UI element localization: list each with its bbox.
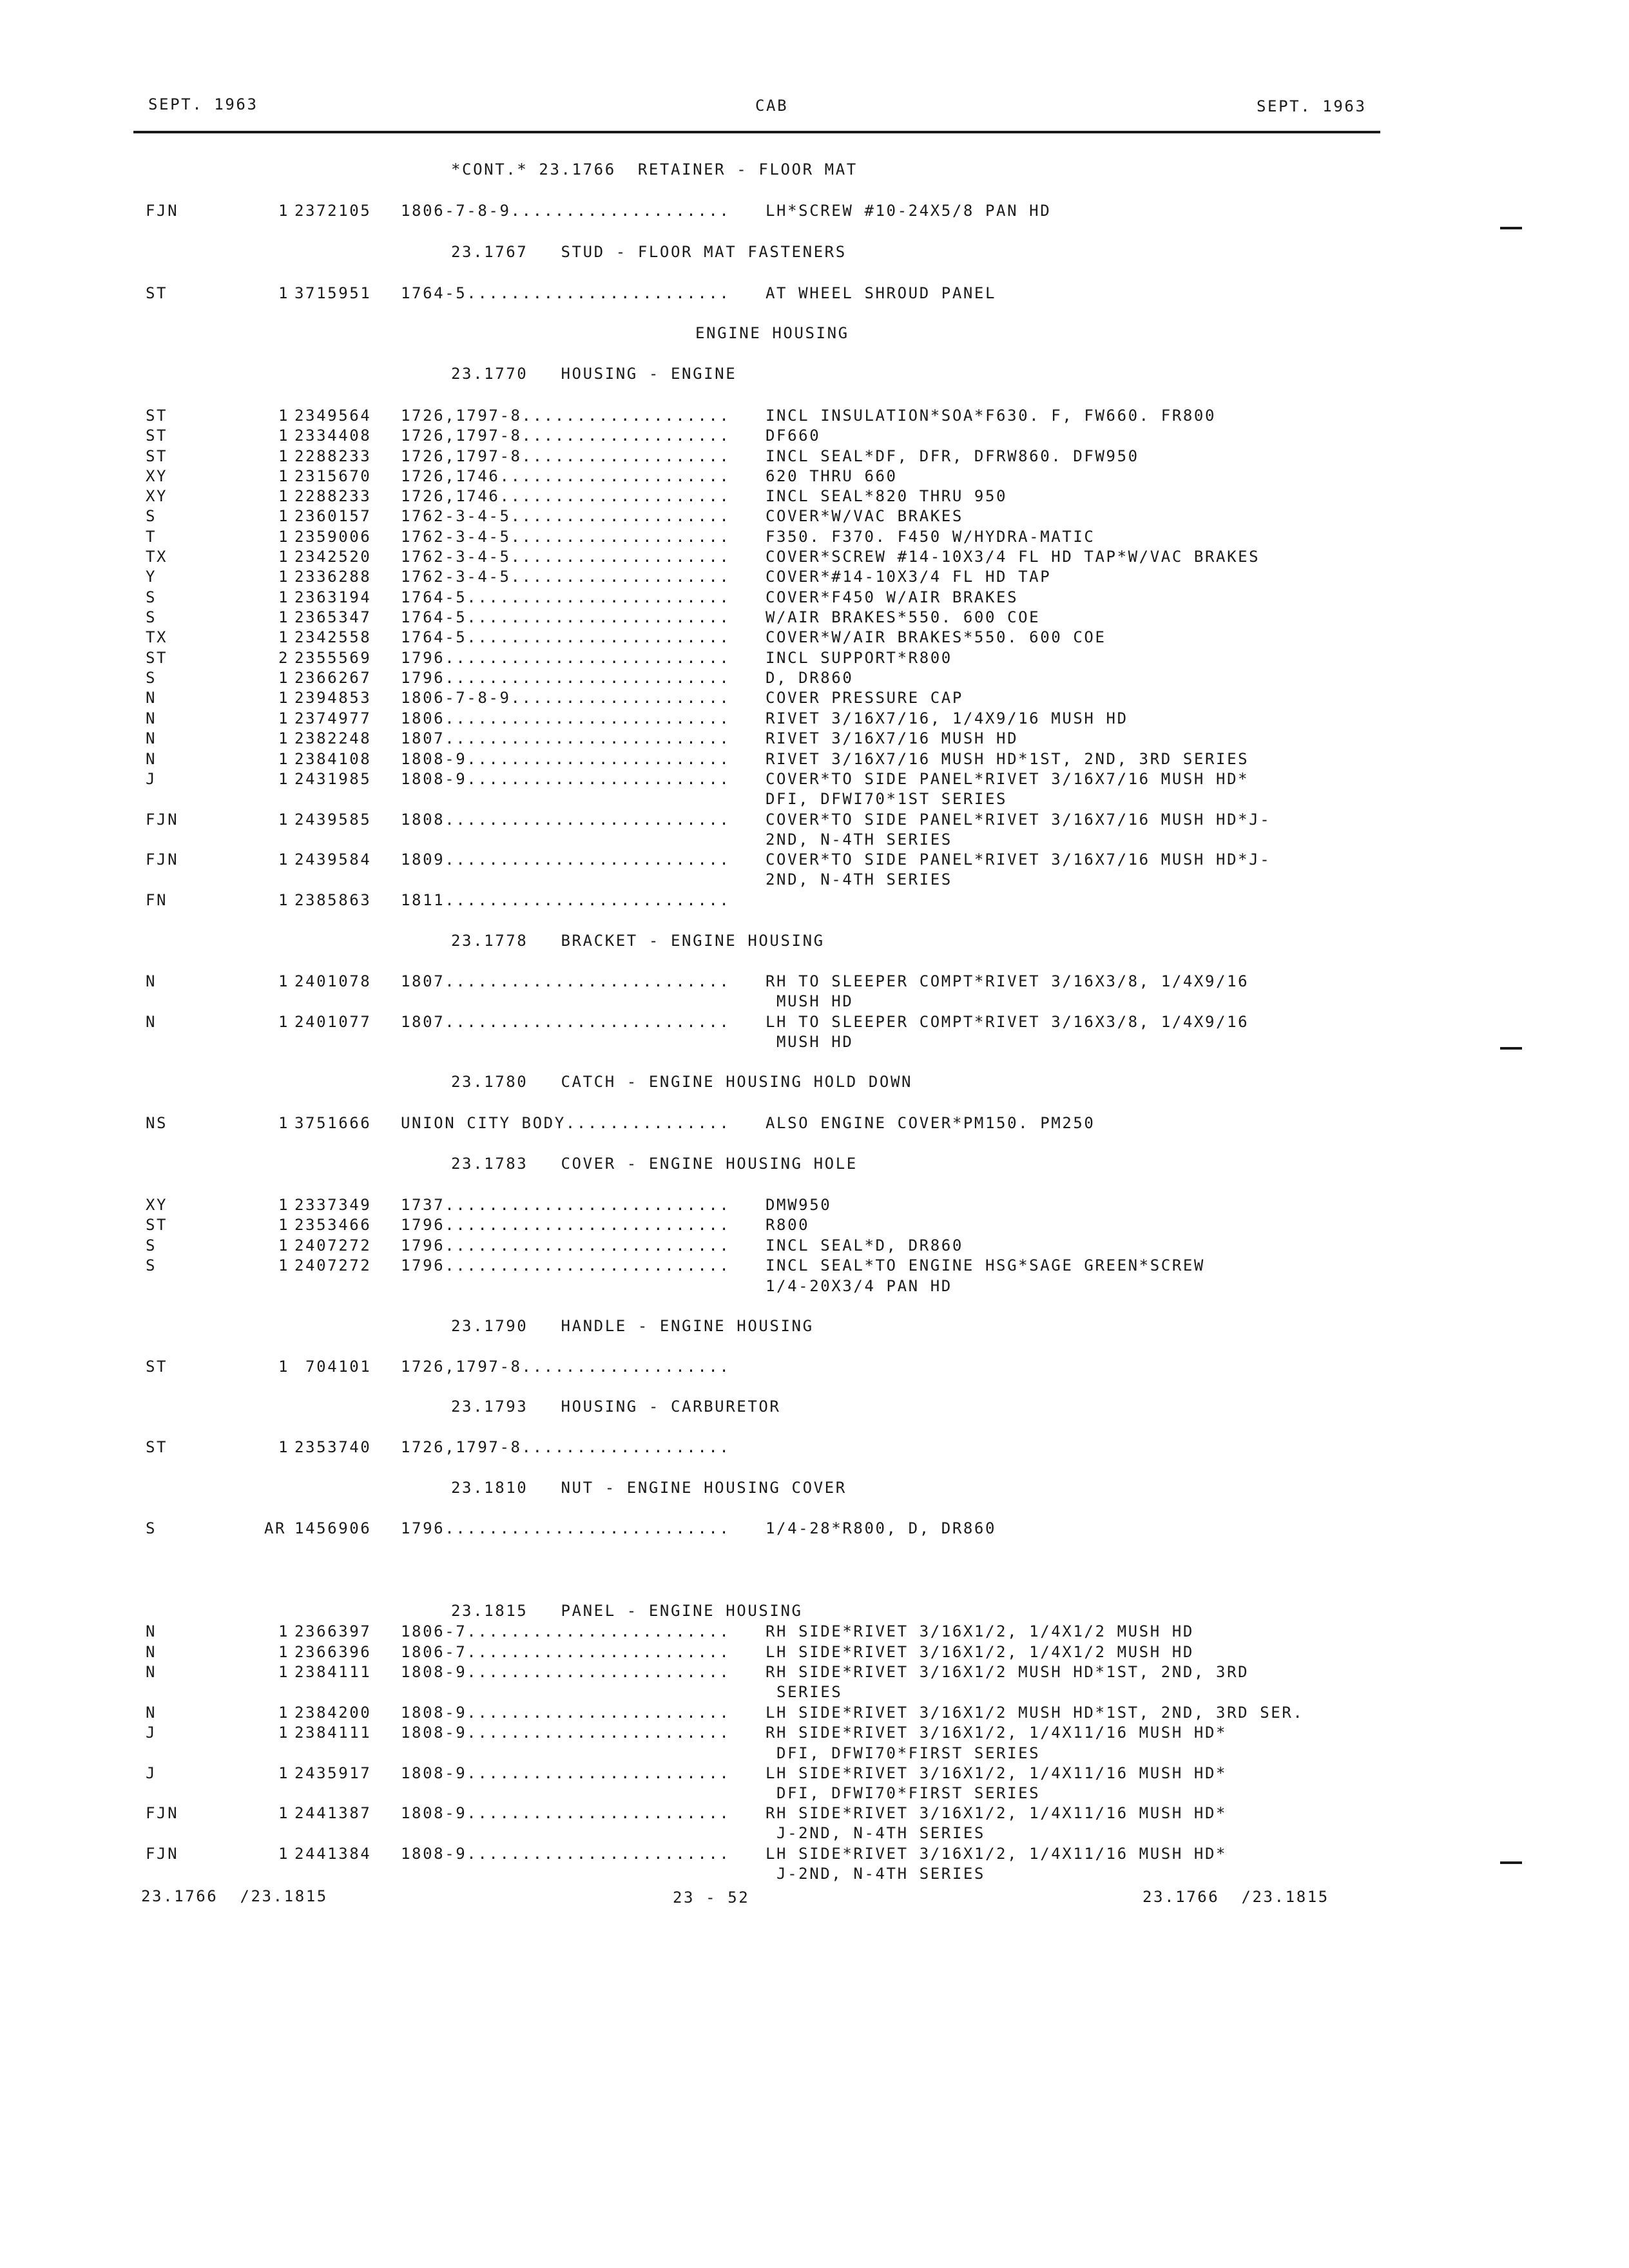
part-number: 2353466: [294, 1216, 372, 1234]
model-code: N: [146, 689, 157, 707]
quantity: 1: [278, 548, 290, 566]
group-heading: 23.1778 BRACKET - ENGINE HOUSING: [451, 932, 825, 950]
reference-leader: 1726,1797-8...................: [401, 427, 731, 445]
reference-leader: 1808-9........................: [401, 1804, 731, 1822]
model-code: ST: [146, 1438, 168, 1456]
quantity: 1: [278, 689, 290, 707]
reference-leader: 1796..........................: [401, 1236, 731, 1254]
part-number: 2372105: [294, 202, 372, 220]
part-number: 2401078: [294, 972, 372, 990]
part-description: COVER*TO SIDE PANEL*RIVET 3/16X7/16 MUSH HD*J-: [766, 811, 1271, 829]
part-number: 2342558: [294, 628, 372, 646]
part-description: 1/4-28*R800, D, DR860: [766, 1519, 997, 1537]
part-number: 2441384: [294, 1845, 372, 1863]
model-code: N: [146, 1643, 157, 1661]
group-heading: 23.1790 HANDLE - ENGINE HOUSING: [451, 1317, 814, 1335]
part-number: 704101: [294, 1358, 372, 1376]
group-heading: 23.1793 HOUSING - CARBURETOR: [451, 1398, 781, 1416]
part-number: 2382248: [294, 729, 372, 747]
model-code: S: [146, 588, 157, 606]
model-code: N: [146, 709, 157, 727]
model-code: ST: [146, 407, 168, 425]
reference-leader: 1762-3-4-5....................: [401, 548, 731, 566]
quantity: 1: [278, 811, 290, 829]
part-number: 2384108: [294, 750, 372, 768]
reference-leader: 1726,1797-8...................: [401, 447, 731, 465]
reference-leader: 1726,1797-8...................: [401, 407, 731, 425]
part-number: 2315670: [294, 467, 372, 485]
quantity: 1: [278, 1845, 290, 1863]
reference-leader: 1796..........................: [401, 669, 731, 687]
group-heading: 23.1780 CATCH - ENGINE HOUSING HOLD DOWN: [451, 1073, 913, 1091]
model-code: XY: [146, 1196, 168, 1214]
part-description: RIVET 3/16X7/16, 1/4X9/16 MUSH HD: [766, 709, 1128, 727]
model-code: FJN: [146, 1804, 179, 1822]
part-number: 2431985: [294, 770, 372, 788]
quantity: 1: [278, 1216, 290, 1234]
quantity: 1: [278, 284, 290, 302]
part-description: COVER*W/VAC BRAKES: [766, 507, 963, 525]
model-code: T: [146, 528, 157, 546]
model-code: N: [146, 972, 157, 990]
reference-leader: 1807..........................: [401, 1013, 731, 1031]
part-number: 2439585: [294, 811, 372, 829]
part-description: LH SIDE*RIVET 3/16X1/2, 1/4X11/16 MUSH HD*: [766, 1764, 1228, 1782]
part-number: 2407272: [294, 1236, 372, 1254]
model-code: ST: [146, 427, 168, 445]
quantity: 1: [278, 1704, 290, 1722]
model-code: ST: [146, 284, 168, 302]
reference-leader: 1806-7........................: [401, 1622, 731, 1640]
part-description: COVER*SCREW #14-10X3/4 FL HD TAP*W/VAC BRAKES: [766, 548, 1260, 566]
reference-leader: 1806-7........................: [401, 1643, 731, 1661]
quantity: 1: [278, 669, 290, 687]
part-description: INCL SEAL*TO ENGINE HSG*SAGE GREEN*SCREW: [766, 1256, 1205, 1274]
part-description-continued: MUSH HD: [766, 1033, 854, 1051]
footer-page-number: 23 - 52: [673, 1888, 750, 1907]
quantity: 1: [278, 1114, 290, 1132]
part-number: 2401077: [294, 1013, 372, 1031]
part-number: 2337349: [294, 1196, 372, 1214]
part-description-continued: J-2ND, N-4TH SERIES: [766, 1865, 985, 1883]
reference-leader: 1808..........................: [401, 811, 731, 829]
model-code: FJN: [146, 1845, 179, 1863]
part-description-continued: MUSH HD: [766, 992, 854, 1010]
group-heading: 23.1815 PANEL - ENGINE HOUSING: [451, 1602, 803, 1620]
part-description: LH TO SLEEPER COMPT*RIVET 3/16X3/8, 1/4X9/16: [766, 1013, 1249, 1031]
reference-leader: 1726,1797-8...................: [401, 1358, 731, 1376]
reference-leader: 1808-9........................: [401, 1845, 731, 1863]
part-description: DMW950: [766, 1196, 832, 1214]
quantity: 1: [278, 447, 290, 465]
reference-leader: 1796..........................: [401, 1256, 731, 1274]
reference-leader: 1811..........................: [401, 891, 731, 909]
part-number: 2349564: [294, 407, 372, 425]
part-number: 2384111: [294, 1663, 372, 1681]
part-description: INCL INSULATION*SOA*F630. F, FW660. FR800: [766, 407, 1217, 425]
quantity: 1: [278, 1764, 290, 1782]
part-description: COVER PRESSURE CAP: [766, 689, 963, 707]
reference-leader: 1807..........................: [401, 972, 731, 990]
reference-leader: 1808-9........................: [401, 750, 731, 768]
part-description: AT WHEEL SHROUD PANEL: [766, 284, 997, 302]
part-number: 2359006: [294, 528, 372, 546]
quantity: 2: [278, 649, 290, 667]
reference-leader: 1764-5........................: [401, 608, 731, 626]
reference-leader: 1737..........................: [401, 1196, 731, 1214]
part-description-continued: J-2ND, N-4TH SERIES: [766, 1824, 985, 1842]
quantity: 1: [278, 1438, 290, 1456]
reference-leader: 1808-9........................: [401, 1663, 731, 1681]
model-code: ST: [146, 649, 168, 667]
part-description-continued: 2ND, N-4TH SERIES: [766, 831, 952, 849]
reference-leader: 1726,1746.....................: [401, 487, 731, 505]
model-code: S: [146, 1519, 157, 1537]
part-description: RIVET 3/16X7/16 MUSH HD*1ST, 2ND, 3RD SERIES: [766, 750, 1249, 768]
reference-leader: 1762-3-4-5....................: [401, 528, 731, 546]
part-number: 1456906: [294, 1519, 372, 1537]
part-description: LH SIDE*RIVET 3/16X1/2, 1/4X11/16 MUSH HD*: [766, 1845, 1228, 1863]
part-description: LH SIDE*RIVET 3/16X1/2, 1/4X1/2 MUSH HD: [766, 1643, 1194, 1661]
part-description: 620 THRU 660: [766, 467, 898, 485]
model-code: S: [146, 669, 157, 687]
reference-leader: 1808-9........................: [401, 770, 731, 788]
model-code: S: [146, 507, 157, 525]
part-number: 2363194: [294, 588, 372, 606]
quantity: 1: [278, 427, 290, 445]
reference-leader: 1806-7-8-9....................: [401, 202, 731, 220]
part-description: DF660: [766, 427, 821, 445]
quantity: 1: [278, 850, 290, 869]
model-code: FN: [146, 891, 168, 909]
model-code: NS: [146, 1114, 168, 1132]
part-number: 2439584: [294, 850, 372, 869]
part-description: INCL SUPPORT*R800: [766, 649, 952, 667]
reference-leader: 1796..........................: [401, 1519, 731, 1537]
quantity: AR: [264, 1519, 287, 1537]
reference-leader: 1796..........................: [401, 1216, 731, 1234]
part-description-continued: SERIES: [766, 1683, 843, 1701]
footer-range-right: 23.1766 /23.1815: [1142, 1888, 1329, 1906]
model-code: N: [146, 1663, 157, 1681]
part-description: RH SIDE*RIVET 3/16X1/2, 1/4X11/16 MUSH HD*: [766, 1804, 1228, 1822]
reference-leader: 1796..........................: [401, 649, 731, 667]
part-description: LH*SCREW #10-24X5/8 PAN HD: [766, 202, 1052, 220]
model-code: J: [146, 1764, 157, 1782]
reference-leader: 1764-5........................: [401, 284, 731, 302]
group-heading: *CONT.* 23.1766 RETAINER - FLOOR MAT: [451, 160, 858, 178]
quantity: 1: [278, 588, 290, 606]
model-code: N: [146, 729, 157, 747]
reference-leader: UNION CITY BODY...............: [401, 1114, 731, 1132]
part-number: 2366396: [294, 1643, 372, 1661]
part-number: 2353740: [294, 1438, 372, 1456]
margin-tick: [1500, 1047, 1522, 1050]
reference-leader: 1808-9........................: [401, 1724, 731, 1742]
part-description-continued: DFI, DFWI70*1ST SERIES: [766, 790, 1008, 808]
part-number: 2435917: [294, 1764, 372, 1782]
reference-leader: 1806-7-8-9....................: [401, 689, 731, 707]
model-code: ST: [146, 447, 168, 465]
model-code: XY: [146, 467, 168, 485]
quantity: 1: [278, 1256, 290, 1274]
header-date-right: SEPT. 1963: [1257, 97, 1367, 115]
model-code: FJN: [146, 811, 179, 829]
model-code: TX: [146, 548, 168, 566]
model-code: XY: [146, 487, 168, 505]
part-description: INCL SEAL*DF, DFR, DFRW860. DFW950: [766, 447, 1139, 465]
group-heading: 23.1767 STUD - FLOOR MAT FASTENERS: [451, 243, 847, 261]
part-description: F350. F370. F450 W/HYDRA-MATIC: [766, 528, 1095, 546]
group-heading: 23.1783 COVER - ENGINE HOUSING HOLE: [451, 1155, 858, 1173]
quantity: 1: [278, 202, 290, 220]
model-code: S: [146, 608, 157, 626]
part-description: RIVET 3/16X7/16 MUSH HD: [766, 729, 1019, 747]
part-description: ALSO ENGINE COVER*PM150. PM250: [766, 1114, 1095, 1132]
part-number: 2394853: [294, 689, 372, 707]
margin-tick: [1500, 227, 1522, 229]
model-code: FJN: [146, 850, 179, 869]
quantity: 1: [278, 750, 290, 768]
reference-leader: 1726,1746.....................: [401, 467, 731, 485]
model-code: TX: [146, 628, 168, 646]
part-number: 2360157: [294, 507, 372, 525]
part-description: RH SIDE*RIVET 3/16X1/2, 1/4X1/2 MUSH HD: [766, 1622, 1194, 1640]
reference-leader: 1809..........................: [401, 850, 731, 869]
part-number: 2407272: [294, 1256, 372, 1274]
quantity: 1: [278, 709, 290, 727]
reference-leader: 1762-3-4-5....................: [401, 568, 731, 586]
quantity: 1: [278, 972, 290, 990]
part-description-continued: 2ND, N-4TH SERIES: [766, 870, 952, 889]
model-code: ST: [146, 1358, 168, 1376]
part-number: 2288233: [294, 447, 372, 465]
part-description: W/AIR BRAKES*550. 600 COE: [766, 608, 1041, 626]
part-number: 2334408: [294, 427, 372, 445]
quantity: 1: [278, 628, 290, 646]
part-description: INCL SEAL*820 THRU 950: [766, 487, 1008, 505]
part-description: COVER*TO SIDE PANEL*RIVET 3/16X7/16 MUSH HD*: [766, 770, 1249, 788]
group-heading: 23.1770 HOUSING - ENGINE: [451, 365, 737, 383]
part-description: R800: [766, 1216, 810, 1234]
part-number: 2366267: [294, 669, 372, 687]
part-number: 2374977: [294, 709, 372, 727]
quantity: 1: [278, 1724, 290, 1742]
reference-leader: 1764-5........................: [401, 628, 731, 646]
section-title: ENGINE HOUSING: [695, 324, 849, 342]
quantity: 1: [278, 1236, 290, 1254]
part-number: 2288233: [294, 487, 372, 505]
quantity: 1: [278, 467, 290, 485]
reference-leader: 1762-3-4-5....................: [401, 507, 731, 525]
model-code: N: [146, 750, 157, 768]
part-description: COVER*#14-10X3/4 FL HD TAP: [766, 568, 1052, 586]
model-code: N: [146, 1013, 157, 1031]
quantity: 1: [278, 891, 290, 909]
quantity: 1: [278, 407, 290, 425]
part-description: D, DR860: [766, 669, 854, 687]
quantity: 1: [278, 1663, 290, 1681]
part-description: RH SIDE*RIVET 3/16X1/2, 1/4X11/16 MUSH HD*: [766, 1724, 1228, 1742]
part-number: 2385863: [294, 891, 372, 909]
part-description-continued: DFI, DFWI70*FIRST SERIES: [766, 1784, 1041, 1802]
part-number: 3751666: [294, 1114, 372, 1132]
quantity: 1: [278, 1622, 290, 1640]
part-description: COVER*TO SIDE PANEL*RIVET 3/16X7/16 MUSH HD*J-: [766, 850, 1271, 869]
quantity: 1: [278, 507, 290, 525]
model-code: S: [146, 1256, 157, 1274]
quantity: 1: [278, 1013, 290, 1031]
quantity: 1: [278, 1804, 290, 1822]
quantity: 1: [278, 1358, 290, 1376]
part-number: 2355569: [294, 649, 372, 667]
quantity: 1: [278, 729, 290, 747]
quantity: 1: [278, 770, 290, 788]
quantity: 1: [278, 487, 290, 505]
part-number: 2342520: [294, 548, 372, 566]
model-code: FJN: [146, 202, 179, 220]
part-description: LH SIDE*RIVET 3/16X1/2 MUSH HD*1ST, 2ND, 3RD SER.: [766, 1704, 1304, 1722]
model-code: N: [146, 1704, 157, 1722]
header-section-title: CAB: [755, 97, 789, 115]
header-date-left: SEPT. 1963: [148, 95, 258, 113]
part-number: 2336288: [294, 568, 372, 586]
quantity: 1: [278, 608, 290, 626]
quantity: 1: [278, 528, 290, 546]
model-code: ST: [146, 1216, 168, 1234]
footer-range-left: 23.1766 /23.1815: [141, 1887, 328, 1905]
part-description-continued: 1/4-20X3/4 PAN HD: [766, 1277, 952, 1295]
part-number: 2384111: [294, 1724, 372, 1742]
quantity: 1: [278, 1196, 290, 1214]
part-description-continued: DFI, DFWI70*FIRST SERIES: [766, 1744, 1041, 1762]
margin-tick: [1500, 1861, 1522, 1864]
header-rule: [133, 131, 1380, 133]
group-heading: 23.1810 NUT - ENGINE HOUSING COVER: [451, 1479, 847, 1497]
part-description: COVER*F450 W/AIR BRAKES: [766, 588, 1019, 606]
part-description: RH SIDE*RIVET 3/16X1/2 MUSH HD*1ST, 2ND, 3RD: [766, 1663, 1249, 1681]
quantity: 1: [278, 568, 290, 586]
model-code: J: [146, 1724, 157, 1742]
part-description: COVER*W/AIR BRAKES*550. 600 COE: [766, 628, 1106, 646]
model-code: Y: [146, 568, 157, 586]
reference-leader: 1764-5........................: [401, 588, 731, 606]
part-description: RH TO SLEEPER COMPT*RIVET 3/16X3/8, 1/4X9/16: [766, 972, 1249, 990]
part-number: 3715951: [294, 284, 372, 302]
reference-leader: 1726,1797-8...................: [401, 1438, 731, 1456]
reference-leader: 1806..........................: [401, 709, 731, 727]
reference-leader: 1808-9........................: [401, 1764, 731, 1782]
part-number: 2366397: [294, 1622, 372, 1640]
quantity: 1: [278, 1643, 290, 1661]
part-number: 2365347: [294, 608, 372, 626]
model-code: J: [146, 770, 157, 788]
part-number: 2441387: [294, 1804, 372, 1822]
model-code: S: [146, 1236, 157, 1254]
reference-leader: 1808-9........................: [401, 1704, 731, 1722]
model-code: N: [146, 1622, 157, 1640]
part-number: 2384200: [294, 1704, 372, 1722]
reference-leader: 1807..........................: [401, 729, 731, 747]
part-description: INCL SEAL*D, DR860: [766, 1236, 963, 1254]
